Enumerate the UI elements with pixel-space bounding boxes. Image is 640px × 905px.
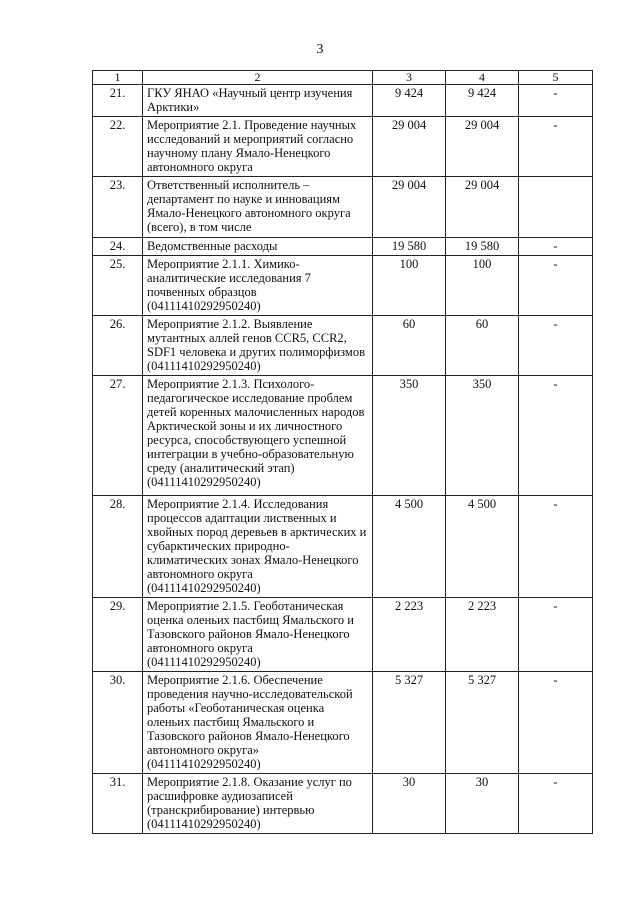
header-cell: 1 <box>93 71 143 85</box>
row-number: 23. <box>93 177 143 238</box>
row-description: Мероприятие 2.1.8. Оказание услуг по расшифровке аудиозаписей (транскрибирование) интервью (04111410292950240) <box>143 774 373 834</box>
row-number: 28. <box>93 496 143 598</box>
col5-value: - <box>519 672 593 774</box>
page-number: 3 <box>316 42 324 57</box>
col3-value: 29 004 <box>373 177 446 238</box>
col3-value: 5 327 <box>373 672 446 774</box>
col4-value: 29 004 <box>446 177 519 238</box>
col4-value: 4 500 <box>446 496 519 598</box>
table-row <box>93 316 593 376</box>
table-row <box>93 238 593 256</box>
row-number: 24. <box>93 238 143 256</box>
row-number: 31. <box>93 774 143 834</box>
row-description: Ведомственные расходы <box>143 238 373 256</box>
col5-value: - <box>519 117 593 177</box>
header-cell: 5 <box>519 71 593 85</box>
row-number: 21. <box>93 85 143 117</box>
col5-value: - <box>519 256 593 316</box>
row-description: Мероприятие 2.1.6. Обеспечение проведения научно-исследовательской работы «Геоботаническая оценка оленьих пастбищ Ямальского и Тазовского районов Ямало-Ненецкого автономного округа» (04111410292950240) <box>143 672 373 774</box>
col5-value: - <box>519 238 593 256</box>
table-row <box>93 177 593 238</box>
table-row <box>93 496 593 598</box>
row-description: Мероприятие 2.1.4. Исследования процессов адаптации лиственных и хвойных пород деревьев в арктических и субарктических природно-климатических зонах Ямало-Ненецкого автономного округа (04111410292950240) <box>143 496 373 598</box>
row-description: Мероприятие 2.1.5. Геоботаническая оценка оленьих пастбищ Ямальского и Тазовского районов Ямало-Ненецкого автономного округа (04111410292950240) <box>143 598 373 672</box>
row-description: Мероприятие 2.1.1. Химико-аналитические исследования 7 почвенных образцов (04111410292950240) <box>143 256 373 316</box>
row-description: Мероприятие 2.1.2. Выявление мутантных аллей генов CCR5, CCR2, SDF1 человека и других полиморфизмов (04111410292950240) <box>143 316 373 376</box>
col3-value: 29 004 <box>373 117 446 177</box>
col5-value: - <box>519 598 593 672</box>
table-row <box>93 672 593 774</box>
col3-value: 350 <box>373 376 446 496</box>
row-number: 25. <box>93 256 143 316</box>
row-number: 26. <box>93 316 143 376</box>
col5-value: - <box>519 774 593 834</box>
table-header-row <box>93 71 593 85</box>
col5-value: - <box>519 496 593 598</box>
col5-value <box>519 177 593 238</box>
col3-value: 60 <box>373 316 446 376</box>
table-row <box>93 376 593 496</box>
table-row <box>93 117 593 177</box>
col3-value: 4 500 <box>373 496 446 598</box>
header-cell: 2 <box>143 71 373 85</box>
row-description: Ответственный исполнитель – департамент по науке и инновациям Ямало-Ненецкого автономного округа (всего), в том числе <box>143 177 373 238</box>
col3-value: 9 424 <box>373 85 446 117</box>
table-row <box>93 256 593 316</box>
col4-value: 350 <box>446 376 519 496</box>
row-number: 29. <box>93 598 143 672</box>
col4-value: 60 <box>446 316 519 376</box>
col5-value: - <box>519 85 593 117</box>
row-description: Мероприятие 2.1. Проведение научных исследований и мероприятий согласно научному плану Ямало-Ненецкого автономного округа <box>143 117 373 177</box>
col5-value: - <box>519 376 593 496</box>
table-row <box>93 85 593 117</box>
col4-value: 19 580 <box>446 238 519 256</box>
row-description: ГКУ ЯНАО «Научный центр изучения Арктики» <box>143 85 373 117</box>
header-cell: 4 <box>446 71 519 85</box>
row-number: 27. <box>93 376 143 496</box>
col4-value: 2 223 <box>446 598 519 672</box>
table-row <box>93 598 593 672</box>
row-description: Мероприятие 2.1.3. Психолого-педагогическое исследование проблем детей коренных малочисленных народов Арктической зоны и их личностного ресурса, способствующего успешной интеграции в учебно-образовательную среду (аналитический этап) (04111410292950240) <box>143 376 373 496</box>
col3-value: 100 <box>373 256 446 316</box>
table-row <box>93 774 593 834</box>
col4-value: 5 327 <box>446 672 519 774</box>
header-cell: 3 <box>373 71 446 85</box>
col4-value: 29 004 <box>446 117 519 177</box>
row-number: 22. <box>93 117 143 177</box>
col4-value: 100 <box>446 256 519 316</box>
budget-table <box>92 70 593 834</box>
col3-value: 19 580 <box>373 238 446 256</box>
col3-value: 2 223 <box>373 598 446 672</box>
col4-value: 30 <box>446 774 519 834</box>
col5-value: - <box>519 316 593 376</box>
col3-value: 30 <box>373 774 446 834</box>
col4-value: 9 424 <box>446 85 519 117</box>
row-number: 30. <box>93 672 143 774</box>
